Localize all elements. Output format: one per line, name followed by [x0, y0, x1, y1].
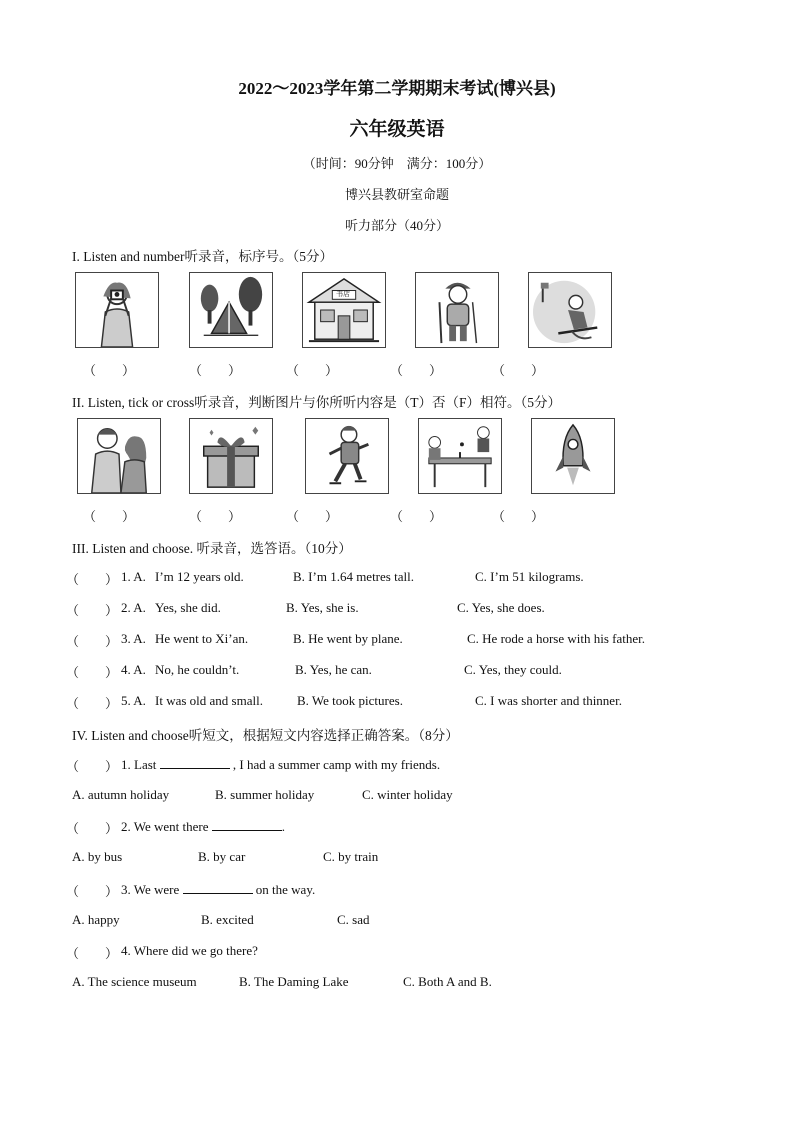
- question-pre: 3. We were: [121, 882, 180, 897]
- answer-blank[interactable]: [160, 756, 230, 769]
- answer-paren[interactable]: （ ）: [390, 509, 443, 524]
- option-a: He went to Xi’an.: [155, 631, 249, 646]
- option-a: No, he couldn’t.: [155, 662, 240, 677]
- question-post: , I had a summer camp with my friends.: [232, 757, 441, 772]
- rocket-icon: [531, 418, 615, 494]
- answer-paren[interactable]: （ ）: [66, 759, 119, 774]
- option-b: B. excited: [201, 912, 254, 927]
- answer-paren[interactable]: （ ）: [286, 509, 339, 524]
- answer-paren[interactable]: （ ）: [66, 946, 119, 961]
- listening-part-label: 听力部分（40分）: [344, 218, 449, 233]
- option-c: C. Both A and B.: [403, 974, 492, 989]
- gift-box-icon: [189, 418, 273, 494]
- bookstore-sign: 书店: [336, 290, 350, 298]
- option-b: B. summer holiday: [215, 787, 315, 802]
- option-a: It was old and small.: [155, 693, 263, 708]
- girl-skiing-icon: [528, 272, 612, 348]
- author-info: 博兴县教研室命题: [344, 187, 449, 202]
- section4-heading: IV. Listen and choose听短文，根据短文内容选择正确答案。（8分）: [72, 728, 459, 743]
- answer-paren[interactable]: （ ）: [83, 363, 136, 378]
- answer-paren[interactable]: （ ）: [83, 509, 136, 524]
- option-a: Yes, she did.: [155, 600, 221, 615]
- answer-paren[interactable]: （ ）: [189, 509, 242, 524]
- girl-taking-photo-icon: [75, 272, 159, 348]
- option-a: A. happy: [72, 912, 120, 927]
- option-b: B. The Daming Lake: [239, 974, 349, 989]
- camping-tent-icon: [189, 272, 273, 348]
- option-a: A. by bus: [72, 849, 123, 864]
- answer-paren[interactable]: （ ）: [66, 696, 119, 711]
- option-b: B. Yes, she is.: [286, 600, 359, 615]
- question-text: 4. Where did we go there?: [121, 943, 258, 958]
- answer-paren[interactable]: （ ）: [492, 509, 545, 524]
- answer-paren[interactable]: （ ）: [66, 665, 119, 680]
- answer-paren[interactable]: （ ）: [390, 363, 443, 378]
- answer-paren[interactable]: （ ）: [66, 634, 119, 649]
- question-post: on the way.: [255, 882, 316, 897]
- option-b: B. We took pictures.: [297, 693, 403, 708]
- bookstore-icon: [302, 272, 386, 348]
- answer-blank[interactable]: [212, 818, 282, 831]
- option-a: I’m 12 years old.: [155, 569, 244, 584]
- option-b: B. by car: [198, 849, 246, 864]
- question-pre: 2. We went there: [121, 819, 209, 834]
- answer-paren[interactable]: （ ）: [66, 821, 119, 836]
- section1-heading: I. Listen and number听录音，标序号。（5分）: [72, 249, 333, 264]
- question-number: 3. A.: [121, 631, 146, 646]
- answer-paren[interactable]: （ ）: [286, 363, 339, 378]
- answer-paren[interactable]: （ ）: [66, 884, 119, 899]
- answer-paren[interactable]: （ ）: [66, 603, 119, 618]
- option-c: C. I was shorter and thinner.: [475, 693, 622, 708]
- answer-paren[interactable]: （ ）: [492, 363, 545, 378]
- boy-hiking-icon: [415, 272, 499, 348]
- option-a: A. autumn holiday: [72, 787, 170, 802]
- option-a: A. The science museum: [72, 974, 197, 989]
- section2-heading: II. Listen, tick or cross听录音，判断图片与你所听内容是（T）否（F）相符。（5分）: [72, 395, 561, 410]
- question-number: 1. A.: [121, 569, 146, 584]
- table-tennis-icon: [418, 418, 502, 494]
- option-b: B. I’m 1.64 metres tall.: [293, 569, 414, 584]
- answer-paren[interactable]: （ ）: [66, 572, 119, 587]
- answer-paren[interactable]: （ ）: [189, 363, 242, 378]
- option-c: C. by train: [323, 849, 379, 864]
- time-score-info: （时间：90分钟 满分：100分）: [302, 156, 492, 171]
- option-c: C. Yes, she does.: [457, 600, 545, 615]
- option-c: C. He rode a horse with his father.: [467, 631, 645, 646]
- question-text: [121, 818, 285, 835]
- exam-title: 2022～2023学年第二学期期末考试(博兴县): [238, 79, 556, 98]
- option-c: C. I’m 51 kilograms.: [475, 569, 584, 584]
- option-b: B. He went by plane.: [293, 631, 403, 646]
- question-text: [121, 756, 440, 773]
- section3-heading: III. Listen and choose. 听录音，选答语。（10分）: [72, 541, 352, 556]
- question-number: 2. A.: [121, 600, 146, 615]
- answer-blank[interactable]: [183, 881, 253, 894]
- couple-icon: [77, 418, 161, 494]
- question-number: 5. A.: [121, 693, 146, 708]
- exam-subtitle: 六年级英语: [349, 119, 445, 140]
- option-b: B. Yes, he can.: [295, 662, 372, 677]
- question-post: .: [281, 819, 286, 834]
- question-number: 4. A.: [121, 662, 146, 677]
- option-c: C. Yes, they could.: [464, 662, 562, 677]
- question-text: [121, 881, 315, 898]
- boy-ice-skating-icon: [305, 418, 389, 494]
- question-pre: 1. Last: [121, 757, 157, 772]
- option-c: C. winter holiday: [362, 787, 453, 802]
- option-c: C. sad: [337, 912, 370, 927]
